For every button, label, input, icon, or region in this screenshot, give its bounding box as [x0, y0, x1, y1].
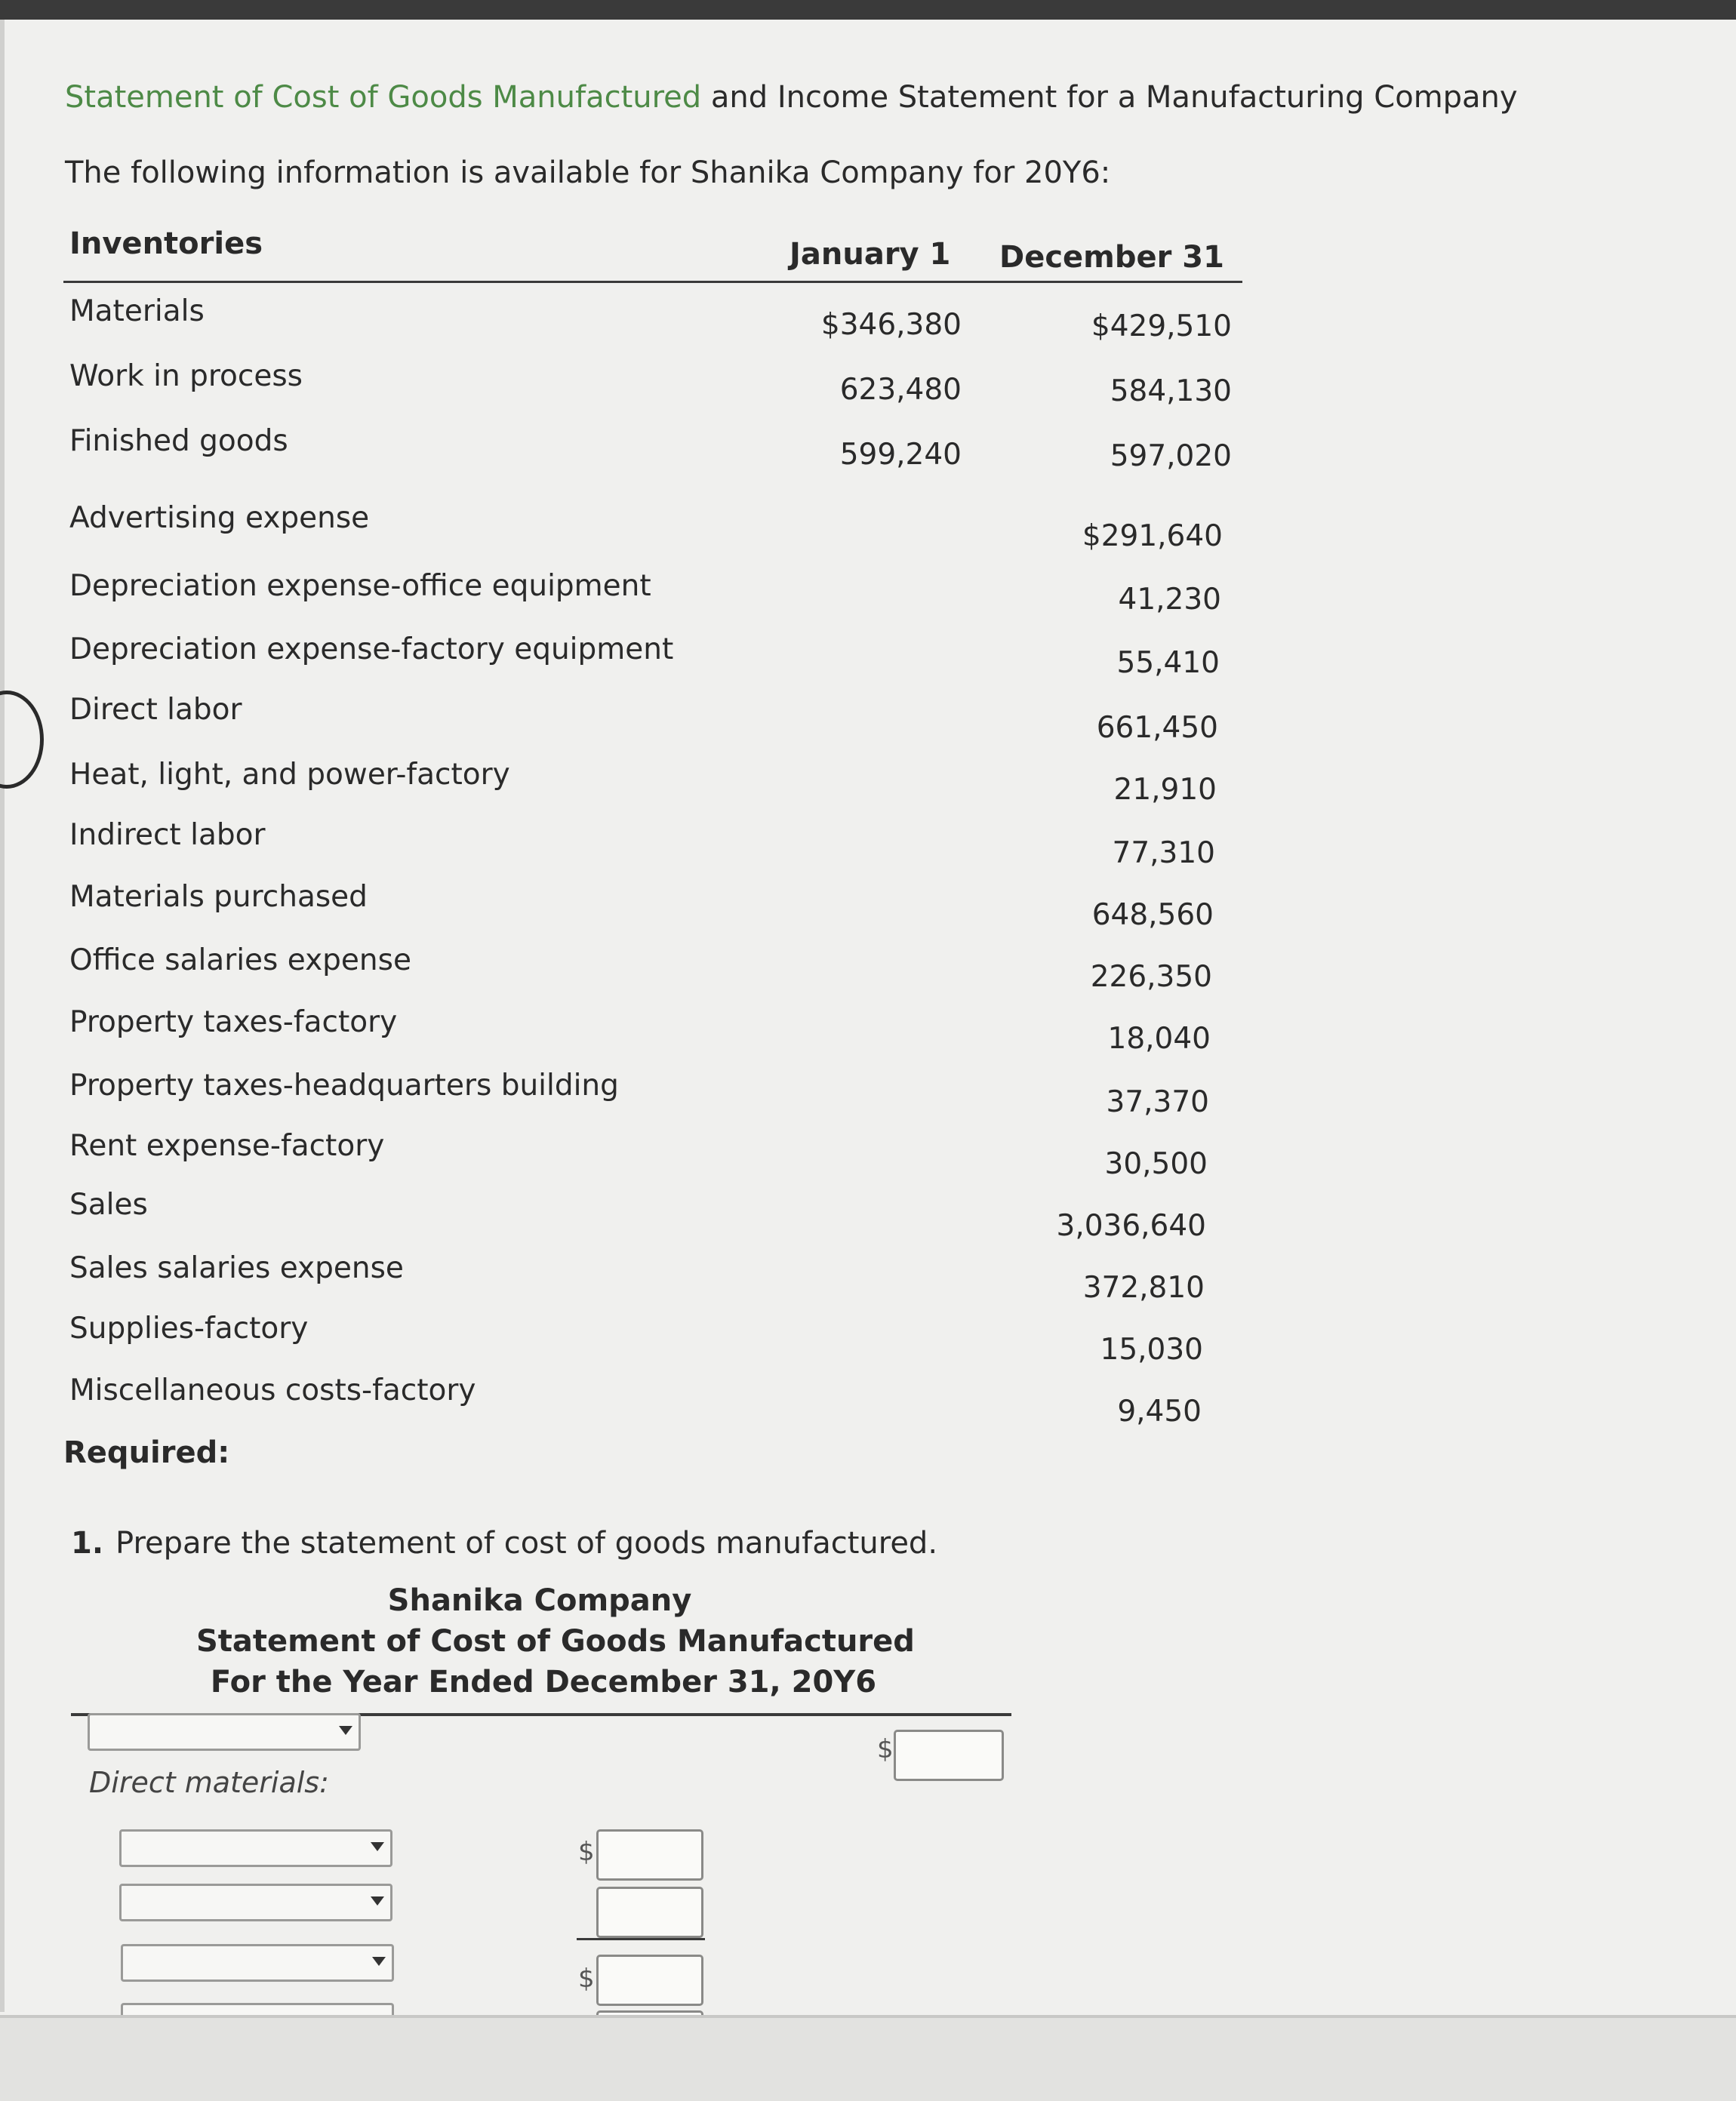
subtotal-rule: [577, 1938, 705, 1940]
account-label: Rent expense-factory: [69, 1129, 385, 1163]
account-value: 41,230: [1118, 583, 1221, 617]
direct-materials-input-1[interactable]: [596, 1829, 703, 1881]
account-label: Indirect labor: [69, 818, 266, 852]
account-value: 661,450: [1096, 711, 1218, 745]
account-value: 37,370: [1106, 1085, 1209, 1119]
account-value: 226,350: [1090, 960, 1212, 994]
left-edge: [0, 20, 5, 2012]
account-label: Depreciation expense-office equipment: [69, 569, 651, 603]
amount-input[interactable]: [894, 1730, 1004, 1781]
header-rule: [63, 281, 1242, 283]
account-label: Property taxes-factory: [69, 1005, 398, 1039]
inventory-label-wip: Work in process: [69, 359, 303, 393]
direct-materials-label: Direct materials:: [89, 1766, 329, 1799]
account-value: 15,030: [1100, 1333, 1203, 1367]
chevron-down-icon: [339, 1726, 352, 1735]
currency-symbol: $: [578, 1964, 595, 1994]
inventory-label-finished: Finished goods: [69, 424, 288, 458]
account-label: Property taxes-headquarters building: [69, 1069, 619, 1103]
step-1-instruction: [71, 1526, 937, 1561]
account-value: $291,640: [1082, 519, 1223, 553]
inventory-jan-materials: $346,380: [820, 308, 962, 342]
header-december: December 31: [999, 240, 1224, 275]
account-value: 77,310: [1112, 836, 1215, 870]
account-value: 55,410: [1116, 646, 1220, 680]
currency-symbol: $: [578, 1837, 595, 1867]
account-value: 18,040: [1107, 1022, 1211, 1056]
inventory-label-materials: Materials: [69, 294, 205, 328]
header-january: January 1: [790, 237, 951, 272]
account-label: Advertising expense: [69, 501, 370, 535]
step-text: Prepare the statement of cost of goods manufactured.: [115, 1526, 938, 1561]
account-value: 21,910: [1113, 773, 1217, 807]
account-label: Heat, light, and power-factory: [69, 758, 510, 792]
account-label: Materials purchased: [69, 880, 368, 914]
page-title: [65, 80, 1518, 115]
direct-materials-select-1[interactable]: [119, 1829, 392, 1867]
step-number: 1.: [71, 1526, 104, 1561]
chevron-down-icon: [371, 1842, 384, 1851]
scroll-knob[interactable]: [0, 691, 44, 789]
chevron-down-icon: [372, 1957, 386, 1966]
account-value: 372,810: [1082, 1271, 1205, 1305]
account-value: 648,560: [1091, 898, 1214, 932]
top-bar: [0, 0, 1736, 20]
title-rest: and Income Statement for a Manufacturing Company: [710, 80, 1518, 115]
direct-materials-select-2[interactable]: [119, 1884, 392, 1921]
statement-company: Shanika Company: [387, 1583, 692, 1618]
direct-materials-select-3[interactable]: [121, 1944, 394, 1982]
inventory-dec-wip: 584,130: [1110, 374, 1232, 408]
account-value: 3,036,640: [1056, 1209, 1206, 1243]
account-label: Miscellaneous costs-factory: [69, 1373, 476, 1407]
inventory-dec-materials: $429,510: [1091, 309, 1232, 343]
account-label: Depreciation expense-factory equipment: [69, 632, 674, 666]
account-label: Sales salaries expense: [69, 1251, 404, 1285]
account-value: 30,500: [1104, 1147, 1208, 1181]
inventory-jan-wip: 623,480: [839, 373, 962, 407]
required-heading: Required:: [63, 1435, 230, 1470]
chevron-down-icon: [371, 1896, 384, 1906]
account-label: Supplies-factory: [69, 1312, 309, 1346]
bottom-frame: [0, 2015, 1736, 2101]
account-value: 9,450: [1117, 1395, 1202, 1429]
direct-materials-input-2[interactable]: [596, 1887, 703, 1938]
intro-text: The following information is available for Shanika Company for 20Y6:: [65, 155, 1111, 190]
account-label: Direct labor: [69, 693, 242, 727]
currency-symbol: $: [877, 1734, 894, 1764]
line-item-select[interactable]: [88, 1713, 361, 1751]
title-link[interactable]: Statement of Cost of Goods Manufactured: [65, 80, 702, 115]
inventory-jan-finished: 599,240: [839, 438, 962, 472]
inventory-dec-finished: 597,020: [1110, 439, 1232, 473]
header-inventories: Inventories: [69, 226, 263, 261]
statement-period: For the Year Ended December 31, 20Y6: [210, 1665, 877, 1700]
account-label: Sales: [69, 1188, 148, 1222]
statement-name: Statement of Cost of Goods Manufactured: [196, 1624, 915, 1659]
direct-materials-input-3[interactable]: [596, 1955, 703, 2006]
account-label: Office salaries expense: [69, 943, 411, 977]
